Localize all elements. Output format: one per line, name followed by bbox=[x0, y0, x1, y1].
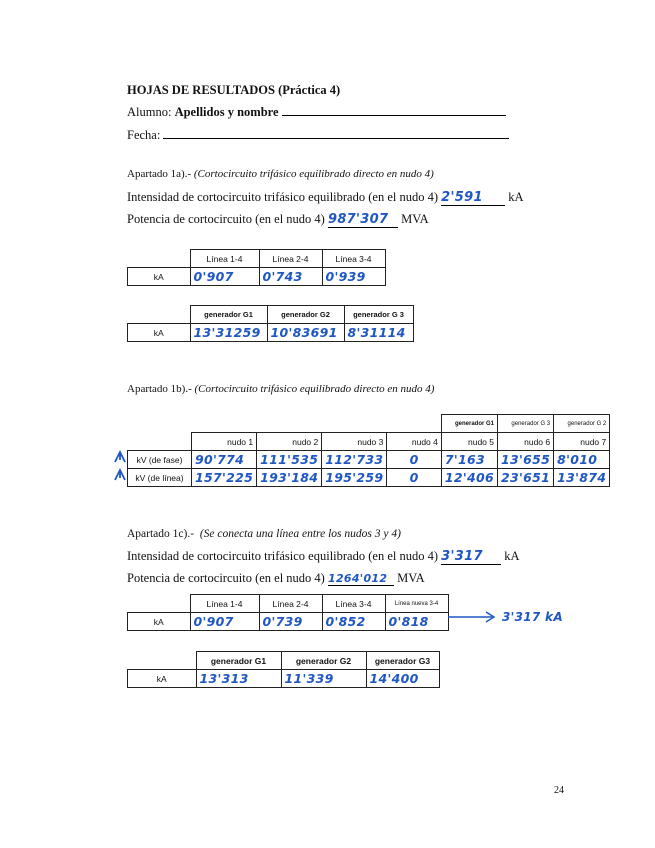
table-cell: 12'406 bbox=[444, 470, 494, 485]
table-cell: 13'655 bbox=[501, 452, 551, 467]
arrow-right-icon bbox=[448, 610, 500, 624]
table-cell: 0 bbox=[409, 452, 419, 467]
section-c-power-value: 1264'012 bbox=[328, 572, 394, 586]
section-a-intensity: Intensidad de cortocircuito trifásico equilibrado (en el nudo 4) 2'591 kA bbox=[127, 190, 524, 205]
table-header: generador G1 bbox=[190, 306, 267, 324]
table-header: nudo 6 bbox=[498, 433, 554, 451]
table-header: generador G 2 bbox=[554, 415, 610, 433]
table-cell: 0'852 bbox=[325, 614, 366, 629]
table-cell: 0'907 bbox=[193, 269, 234, 284]
table-header: nudo 3 bbox=[322, 433, 387, 451]
table-header: nudo 2 bbox=[257, 433, 322, 451]
table-cell: 111'535 bbox=[260, 452, 319, 467]
section-a-power: Potencia de cortocircuito (en el nudo 4) 987'307 MVA bbox=[127, 212, 429, 227]
row-label: kV (de línea) bbox=[128, 469, 192, 487]
table-header: nudo 5 bbox=[441, 433, 497, 451]
alumno-row bbox=[127, 105, 506, 120]
table-cell: 7'163 bbox=[444, 452, 485, 467]
table-cell: 0'907 bbox=[193, 614, 234, 629]
page-title: HOJAS DE RESULTADOS (Práctica 4) bbox=[127, 83, 341, 97]
table-cell: 0'739 bbox=[262, 614, 303, 629]
section-b-voltage-table bbox=[127, 414, 610, 487]
handwritten-mark-icon bbox=[112, 448, 128, 484]
table-header: nudo 7 bbox=[554, 433, 610, 451]
section-a-heading: Apartado 1a).- (Cortocircuito trifásico equilibrado directo en nudo 4) bbox=[127, 168, 434, 180]
section-c-intensity-value: 3'317 bbox=[441, 549, 501, 565]
table-cell: 0 bbox=[409, 470, 419, 485]
fecha-label: Fecha: bbox=[127, 128, 161, 142]
section-a-power-value: 987'307 bbox=[328, 212, 398, 228]
table-cell: 8'010 bbox=[557, 452, 598, 467]
row-label: kA bbox=[128, 670, 197, 688]
section-c-intensity: Intensidad de cortocircuito trifásico equilibrado (en el nudo 4) 3'317 kA bbox=[127, 549, 520, 564]
table-header: generador G1 bbox=[441, 415, 497, 433]
table-cell: 112'733 bbox=[325, 452, 384, 467]
table-cell: 0'939 bbox=[325, 269, 366, 284]
table-cell: 13'874 bbox=[557, 470, 607, 485]
section-c-heading: Apartado 1c).- (Se conecta una línea entre los nudos 3 y 4) bbox=[127, 528, 401, 540]
table-cell: 193'184 bbox=[260, 470, 319, 485]
table-cell: 90'774 bbox=[195, 452, 245, 467]
alumno-value: Apellidos y nombre bbox=[174, 105, 279, 119]
table-cell: 157'225 bbox=[195, 470, 254, 485]
section-a-intensity-value: 2'591 bbox=[441, 190, 505, 206]
table-cell: 23'651 bbox=[501, 470, 551, 485]
section-c-gen-table bbox=[127, 651, 440, 688]
table-header: generador G2 bbox=[267, 306, 344, 324]
table-header: generador G3 bbox=[366, 652, 439, 670]
table-header: Línea 2-4 bbox=[259, 250, 322, 268]
section-b-heading: Apartado 1b).- (Cortocircuito trifásico equilibrado directo en nudo 4) bbox=[127, 383, 435, 395]
table-cell: 195'259 bbox=[325, 470, 384, 485]
table-header: Línea 3-4 bbox=[322, 250, 385, 268]
table-cell: 0'743 bbox=[262, 269, 303, 284]
table-header: Línea 1-4 bbox=[190, 250, 259, 268]
section-c-power: Potencia de cortocircuito (en el nudo 4) 1264'012 MVA bbox=[127, 571, 425, 585]
row-label: kV (de fase) bbox=[128, 451, 192, 469]
table-row bbox=[128, 469, 610, 487]
row-label: kA bbox=[128, 268, 191, 286]
table-header: generador G2 bbox=[281, 652, 366, 670]
alumno-blank bbox=[282, 115, 506, 116]
fecha-blank bbox=[163, 138, 509, 139]
table-cell: 11'339 bbox=[284, 671, 334, 686]
table-header: nudo 4 bbox=[387, 433, 442, 451]
arrow-note: 3'317 kA bbox=[502, 610, 563, 624]
table-cell: 8'31114 bbox=[347, 325, 406, 340]
section-c-lines-table bbox=[127, 594, 449, 631]
page-number: 24 bbox=[554, 785, 564, 796]
table-cell: 0'818 bbox=[388, 614, 429, 629]
table-cell: 14'400 bbox=[369, 671, 419, 686]
section-a-gen-table bbox=[127, 305, 414, 342]
table-header: Línea nueva 3-4 bbox=[385, 595, 448, 613]
table-cell: 13'31259 bbox=[193, 325, 261, 340]
table-row bbox=[128, 451, 610, 469]
table-header: Línea 3-4 bbox=[322, 595, 385, 613]
table-cell: 10'83691 bbox=[270, 325, 338, 340]
fecha-row bbox=[127, 128, 509, 143]
table-cell: 13'313 bbox=[199, 671, 249, 686]
alumno-label: Alumno: bbox=[127, 105, 172, 119]
table-header: generador G 3 bbox=[498, 415, 554, 433]
row-label: kA bbox=[128, 324, 191, 342]
table-header: generador G 3 bbox=[344, 306, 413, 324]
table-header: nudo 1 bbox=[192, 433, 257, 451]
row-label: kA bbox=[128, 613, 191, 631]
section-a-lines-table bbox=[127, 249, 386, 286]
table-header: Línea 1-4 bbox=[190, 595, 259, 613]
table-header: generador G1 bbox=[196, 652, 281, 670]
table-header: Línea 2-4 bbox=[259, 595, 322, 613]
